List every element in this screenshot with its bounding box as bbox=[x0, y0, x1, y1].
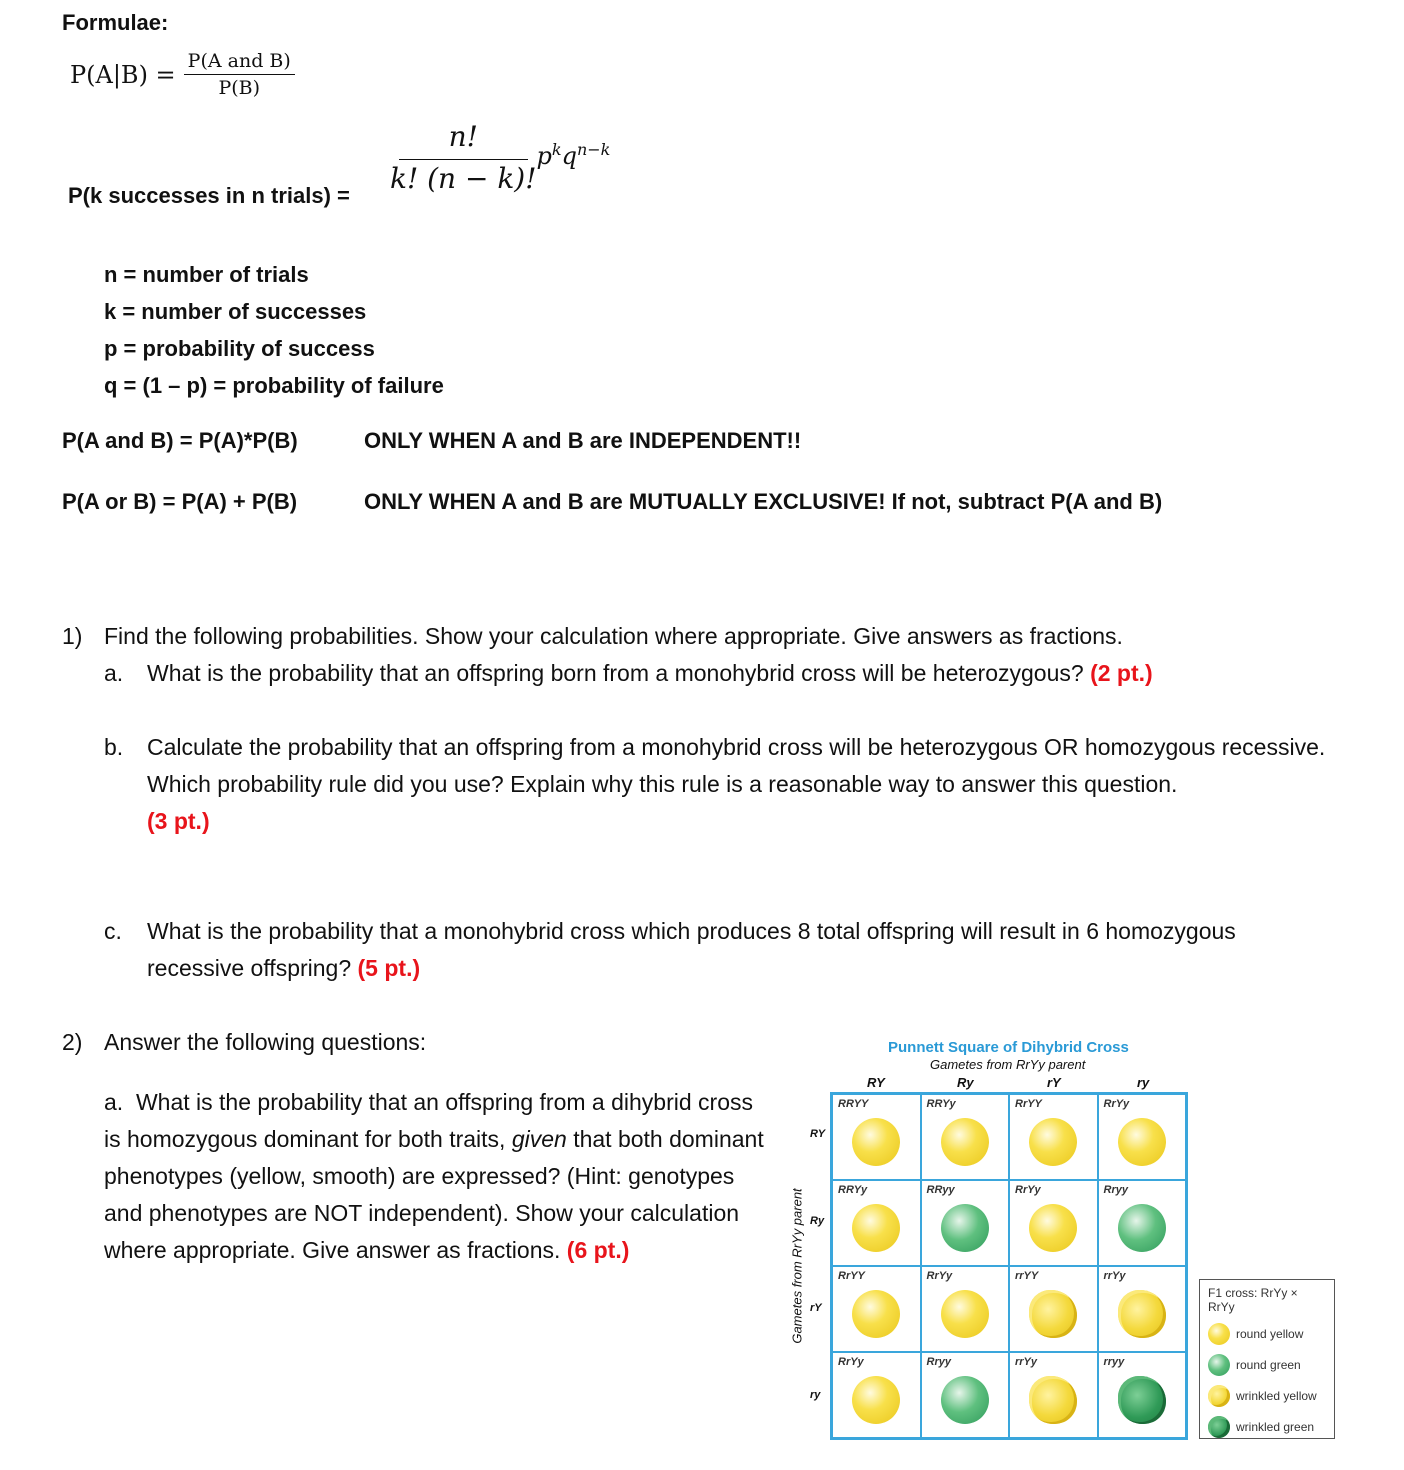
numerator: P(A and B) bbox=[184, 50, 295, 75]
punnett-cell bbox=[1009, 1180, 1098, 1266]
q2a-letter: a. bbox=[104, 1089, 124, 1115]
pea-wrinkled-green-icon bbox=[1118, 1376, 1166, 1424]
pea-round-yellow-icon bbox=[1029, 1204, 1077, 1252]
legend-label: wrinkled yellow bbox=[1236, 1389, 1317, 1403]
genotype-label: Rryy bbox=[926, 1356, 951, 1368]
legend bbox=[1199, 1279, 1335, 1439]
q1a-letter: a. bbox=[104, 660, 124, 686]
punnett-cell bbox=[1009, 1094, 1098, 1180]
definitions-list bbox=[104, 256, 444, 404]
punnett-cell bbox=[1009, 1352, 1098, 1438]
q2a-text2: that both dominant phenotypes (yellow, smooth) are expressed? (Hint: genotypes and phenotypes are NOT independent). Show your calculation where appropriate. Give answer as fractions. bbox=[104, 1126, 764, 1263]
legend-item bbox=[1208, 1354, 1326, 1376]
punnett-cell bbox=[921, 1352, 1010, 1438]
q2a-given: given bbox=[511, 1126, 567, 1152]
q1a-points: (2 pt.) bbox=[1090, 660, 1153, 686]
punnett-grid bbox=[830, 1092, 1188, 1440]
genotype-label: RrYy bbox=[1103, 1098, 1130, 1110]
formulae-heading: Formulae: bbox=[62, 10, 169, 35]
q1a-question bbox=[147, 655, 1347, 692]
punnett-cell bbox=[1098, 1352, 1187, 1438]
definition-n: n = number of trials bbox=[104, 262, 309, 287]
q1c-question bbox=[147, 913, 1317, 987]
pea-round-green-icon bbox=[1208, 1354, 1230, 1376]
q1-number: 1) bbox=[62, 623, 83, 649]
legend-item bbox=[1208, 1385, 1326, 1407]
definition-q: q = (1 – p) = probability of failure bbox=[104, 373, 444, 398]
legend-label: round yellow bbox=[1236, 1327, 1304, 1341]
p-term bbox=[536, 140, 610, 170]
fraction bbox=[184, 50, 295, 99]
pea-round-yellow-icon bbox=[852, 1204, 900, 1252]
row-label: rY bbox=[810, 1302, 822, 1314]
q-symbol: q bbox=[561, 142, 577, 170]
pea-round-yellow-icon bbox=[941, 1290, 989, 1338]
punnett-title: Punnett Square of Dihybrid Cross bbox=[888, 1039, 1129, 1056]
k-exponent: k bbox=[551, 140, 562, 159]
genotype-label: RRyy bbox=[926, 1184, 955, 1196]
q1b-letter: b. bbox=[104, 734, 124, 760]
q1b-points: (3 pt.) bbox=[147, 808, 210, 834]
row-label: ry bbox=[810, 1389, 821, 1401]
punnett-cell bbox=[921, 1266, 1010, 1352]
pea-round-yellow-icon bbox=[1208, 1323, 1230, 1345]
genotype-label: rrYY bbox=[1015, 1270, 1039, 1282]
column-label: Ry bbox=[957, 1075, 974, 1090]
punnett-cell bbox=[1009, 1266, 1098, 1352]
numerator: n! bbox=[399, 120, 528, 160]
q1c-points: (5 pt.) bbox=[357, 955, 421, 981]
formula-lhs: P(A|B) = bbox=[70, 60, 176, 89]
genotype-label: RRYy bbox=[838, 1184, 868, 1196]
n-minus-k-exponent: n−k bbox=[576, 140, 611, 159]
row-label: Ry bbox=[810, 1215, 825, 1227]
punnett-cell bbox=[832, 1094, 921, 1180]
denominator: k! (n − k)! bbox=[390, 162, 537, 195]
column-label: rY bbox=[1047, 1075, 1061, 1090]
pea-round-yellow-icon bbox=[1029, 1118, 1077, 1166]
pea-round-green-icon bbox=[941, 1376, 989, 1424]
punnett-side-label: Gametes from RrYy parent bbox=[789, 1188, 805, 1344]
definition-k: k = number of successes bbox=[104, 299, 367, 324]
legend-item bbox=[1208, 1323, 1326, 1345]
legend-title: F1 cross: RrYy × RrYy bbox=[1208, 1286, 1298, 1314]
q1b-question bbox=[147, 729, 1347, 840]
pea-round-yellow-icon bbox=[852, 1376, 900, 1424]
pea-round-green-icon bbox=[941, 1204, 989, 1252]
punnett-cell bbox=[1098, 1266, 1187, 1352]
pea-round-green-icon bbox=[1118, 1204, 1166, 1252]
q2-text: Answer the following questions: bbox=[104, 1029, 427, 1055]
pea-round-yellow-icon bbox=[852, 1118, 900, 1166]
pea-wrinkled-yellow-icon bbox=[1029, 1376, 1077, 1424]
punnett-cell bbox=[921, 1180, 1010, 1266]
genotype-label: rrYy bbox=[1103, 1270, 1126, 1282]
genotype-label: RrYy bbox=[926, 1270, 953, 1282]
genotype-label: rryy bbox=[1103, 1356, 1125, 1368]
legend-label: wrinkled green bbox=[1236, 1420, 1315, 1434]
pea-wrinkled-yellow-icon bbox=[1029, 1290, 1077, 1338]
q1a-text: What is the probability that an offspring born from a monohybrid cross will be heterozygous? bbox=[147, 660, 1084, 686]
q2a-points: (6 pt.) bbox=[566, 1237, 630, 1263]
genotype-label: RrYy bbox=[1015, 1184, 1041, 1196]
rule-or-formula: P(A or B) = P(A) + P(B) bbox=[62, 489, 298, 514]
q1-text: Find the following probabilities. Show your calculation where appropriate. Give answers as fractions. bbox=[104, 623, 1123, 649]
definition-p: p = probability of success bbox=[104, 336, 375, 361]
rule-and-condition: ONLY WHEN A and B are INDEPENDENT!! bbox=[364, 428, 802, 453]
genotype-label: RRYy bbox=[926, 1098, 956, 1110]
p-symbol: p bbox=[536, 142, 552, 170]
column-label: RY bbox=[867, 1075, 885, 1090]
punnett-cell bbox=[832, 1266, 921, 1352]
row-label: RY bbox=[810, 1128, 826, 1140]
punnett-cell bbox=[832, 1180, 921, 1266]
rule-or-condition: ONLY WHEN A and B are MUTUALLY EXCLUSIVE! If not, subtract P(A and B) bbox=[364, 489, 1163, 514]
pea-wrinkled-green-icon bbox=[1208, 1416, 1230, 1438]
binomial-formula bbox=[390, 120, 610, 195]
genotype-label: RRYY bbox=[838, 1098, 869, 1110]
genotype-label: rrYy bbox=[1015, 1356, 1038, 1368]
pea-round-yellow-icon bbox=[852, 1290, 900, 1338]
q1c-letter: c. bbox=[104, 918, 122, 944]
q1c-text: What is the probability that a monohybrid cross which produces 8 total offspring will result in 6 homozygous recessive offspring? bbox=[147, 918, 1236, 981]
pea-round-yellow-icon bbox=[941, 1118, 989, 1166]
punnett-cell bbox=[832, 1352, 921, 1438]
binomial-label: P(k successes in n trials) = bbox=[68, 183, 350, 208]
q1b-text: Calculate the probability that an offspring from a monohybrid cross will be heterozygous OR homozygous recessive. Which probability rule did you use? Explain why this rule is a reasonable way to answer this question. bbox=[147, 734, 1326, 797]
punnett-cell bbox=[1098, 1094, 1187, 1180]
pea-round-yellow-icon bbox=[1118, 1118, 1166, 1166]
denominator: P(B) bbox=[218, 77, 261, 99]
punnett-cell bbox=[921, 1094, 1010, 1180]
column-label: ry bbox=[1137, 1075, 1150, 1090]
q2a-text1: What is the probability that an offspring from a dihybrid cross is homozygous dominant for both traits, bbox=[104, 1089, 754, 1152]
pea-wrinkled-yellow-icon bbox=[1118, 1290, 1166, 1338]
legend-item bbox=[1208, 1416, 1326, 1438]
q2a-question bbox=[104, 1084, 774, 1269]
pea-wrinkled-yellow-icon bbox=[1208, 1385, 1230, 1407]
legend-label: round green bbox=[1236, 1358, 1301, 1372]
conditional-probability-formula bbox=[70, 50, 295, 99]
fraction bbox=[390, 120, 536, 195]
punnett-cell bbox=[1098, 1180, 1187, 1266]
rule-and-formula: P(A and B) = P(A)*P(B) bbox=[62, 428, 298, 453]
punnett-top-label: Gametes from RrYy parent bbox=[930, 1057, 1086, 1072]
q2-number: 2) bbox=[62, 1029, 83, 1055]
genotype-label: RrYY bbox=[1015, 1098, 1042, 1110]
genotype-label: RrYy bbox=[838, 1356, 864, 1368]
genotype-label: Rryy bbox=[1103, 1184, 1128, 1196]
genotype-label: RrYY bbox=[838, 1270, 865, 1282]
